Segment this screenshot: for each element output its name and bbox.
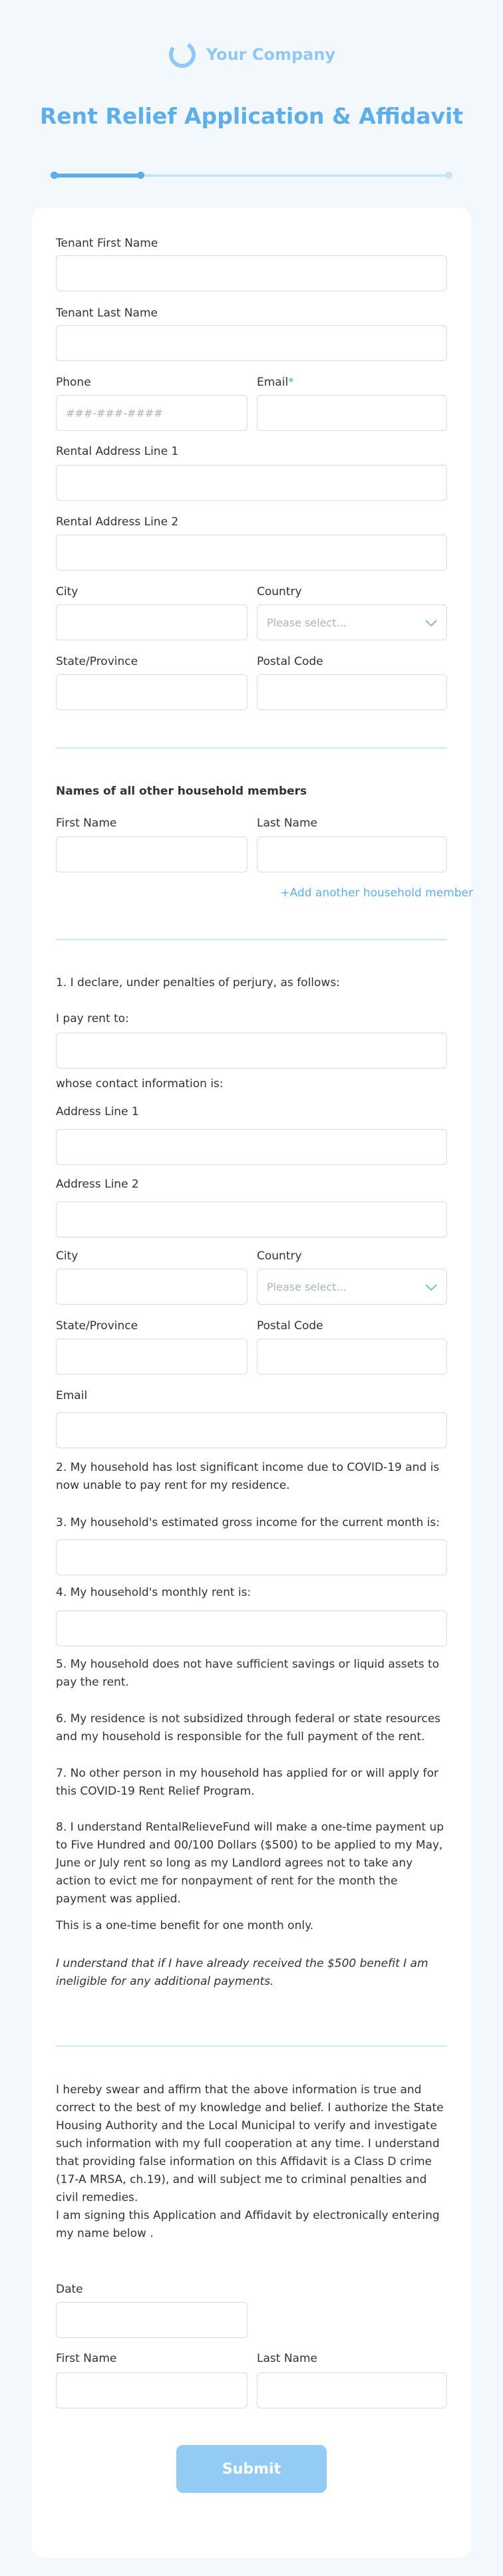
signer-last-name-label: Last Name <box>257 2352 317 2365</box>
phone-label: Phone <box>56 376 91 389</box>
company-logo <box>0 40 503 69</box>
progress-fill <box>53 174 140 178</box>
landlord-state-input[interactable] <box>56 1339 248 1374</box>
add-household-member-link[interactable]: +Add another household member <box>280 886 473 900</box>
submit-button[interactable]: Submit <box>176 2445 327 2493</box>
one-time-note: This is a one-time benefit for one month only. <box>56 1919 314 1932</box>
declaration-item-7: 7. No other person in my household has applied for or will apply for this COVID-19 Rent Relief Program. <box>56 1767 438 1798</box>
required-mark: * <box>288 376 294 389</box>
chevron-down-icon <box>424 1280 438 1295</box>
tenant-last-name-label: Tenant Last Name <box>56 307 158 320</box>
progress-bar <box>53 173 450 178</box>
landlord-postal-label: Postal Code <box>257 1319 323 1333</box>
tenant-first-name-input[interactable] <box>56 255 447 291</box>
progress-start-dot <box>51 172 58 179</box>
landlord-country-select[interactable] <box>257 1269 447 1305</box>
company-name: Your Company <box>206 45 336 64</box>
household-section-title: Names of all other household members <box>56 785 307 798</box>
landlord-city-input[interactable] <box>56 1269 248 1305</box>
state-input[interactable] <box>56 674 248 710</box>
progress-current-dot <box>137 172 144 179</box>
phone-input[interactable] <box>56 395 248 431</box>
email-input[interactable] <box>257 395 447 431</box>
landlord-address-2-label: Address Line 2 <box>56 1178 139 1191</box>
section-divider <box>56 747 447 749</box>
section-divider <box>56 939 447 940</box>
affirmation-text: I hereby swear and affirm that the above information is true and correct to the best of my knowledge and belief. I authorize the State Housing Authority and the Local Municipal to verify and investigate such information with my full cooperation at any time. I understand that providing false information on this Affidavit is a Class D crime (17-A MRSA, ch.19), and will subject me to criminal penalties and civil remedies. <box>56 2083 444 2204</box>
declaration-item-4: 4. My household's monthly rent is: <box>56 1586 252 1599</box>
pay-rent-label: I pay rent to: <box>56 1012 129 1025</box>
signing-text: I am signing this Application and Affidavit by electronically entering my name below . <box>56 2209 440 2240</box>
landlord-postal-input[interactable] <box>257 1339 447 1374</box>
signer-last-name-input[interactable] <box>257 2373 447 2408</box>
declaration-item-2: 2. My household has lost significant income due to COVID-19 and is now unable to pay rent for my residence. <box>56 1461 440 1492</box>
date-input[interactable] <box>56 2302 248 2338</box>
declaration-item-8: 8. I understand RentalRelieveFund will make a one-time payment up to Five Hundred and 00/100 Dollars ($500) to be applied to my May, June or July rent so long as my Landlord agrees not to take any action to evict me for nonpayment of rent for the month the payment was applied. <box>56 1821 444 1906</box>
landlord-name-input[interactable] <box>56 1033 447 1069</box>
date-label: Date <box>56 2283 83 2296</box>
tenant-last-name-input[interactable] <box>56 325 447 361</box>
contact-info-text: whose contact information is: <box>56 1077 224 1091</box>
declaration-intro: 1. I declare, under penalties of perjury, as follows: <box>56 976 340 989</box>
landlord-address-2-input[interactable] <box>56 1202 447 1237</box>
ineligible-note: I understand that if I have already received the $500 benefit I am ineligible for any additional payments. <box>56 1957 428 1988</box>
rental-address-1-label: Rental Address Line 1 <box>56 445 179 458</box>
form-card <box>32 207 471 2558</box>
ring-logo-icon <box>168 40 197 69</box>
landlord-state-label: State/Province <box>56 1319 138 1333</box>
landlord-city-label: City <box>56 1249 79 1263</box>
landlord-country-placeholder: Please select... <box>267 1280 347 1293</box>
declaration-item-3: 3. My household's estimated gross income for the current month is: <box>56 1516 440 1529</box>
postal-code-label: Postal Code <box>257 655 323 668</box>
postal-code-input[interactable] <box>257 674 447 710</box>
country-select[interactable] <box>257 604 447 640</box>
landlord-country-label: Country <box>257 1249 302 1263</box>
rental-address-1-input[interactable] <box>56 465 447 501</box>
page-header <box>0 0 503 206</box>
signer-first-name-input[interactable] <box>56 2373 248 2408</box>
email-label-text: Email <box>257 376 289 389</box>
household-last-name-input[interactable] <box>257 837 447 872</box>
chevron-down-icon <box>424 616 438 630</box>
section-divider <box>56 2045 447 2047</box>
email-label <box>257 376 294 389</box>
page-title: Rent Relief Application & Affidavit <box>39 103 464 129</box>
signer-first-name-label: First Name <box>56 2352 117 2365</box>
landlord-address-1-label: Address Line 1 <box>56 1105 139 1118</box>
declaration-item-6: 6. My residence is not subsidized through federal or state resources and my household is responsible for the full payment of the rent. <box>56 1712 441 1743</box>
household-last-name-label: Last Name <box>257 817 317 830</box>
landlord-address-1-input[interactable] <box>56 1129 447 1165</box>
monthly-rent-input[interactable] <box>56 1610 447 1646</box>
state-label: State/Province <box>56 655 138 668</box>
rental-address-2-label: Rental Address Line 2 <box>56 515 179 529</box>
tenant-first-name-label: Tenant First Name <box>56 237 158 250</box>
household-first-name-input[interactable] <box>56 837 248 872</box>
declaration-item-5: 5. My household does not have sufficient savings or liquid assets to pay the rent. <box>56 1658 440 1689</box>
country-label: Country <box>257 585 302 598</box>
household-first-name-label: First Name <box>56 817 117 830</box>
city-label: City <box>56 585 79 598</box>
landlord-email-label: Email <box>56 1389 88 1402</box>
progress-end-dot <box>445 172 452 179</box>
country-select-placeholder: Please select... <box>267 616 347 629</box>
city-input[interactable] <box>56 604 248 640</box>
landlord-email-input[interactable] <box>56 1412 447 1448</box>
rental-address-2-input[interactable] <box>56 535 447 571</box>
gross-income-input[interactable] <box>56 1539 447 1575</box>
